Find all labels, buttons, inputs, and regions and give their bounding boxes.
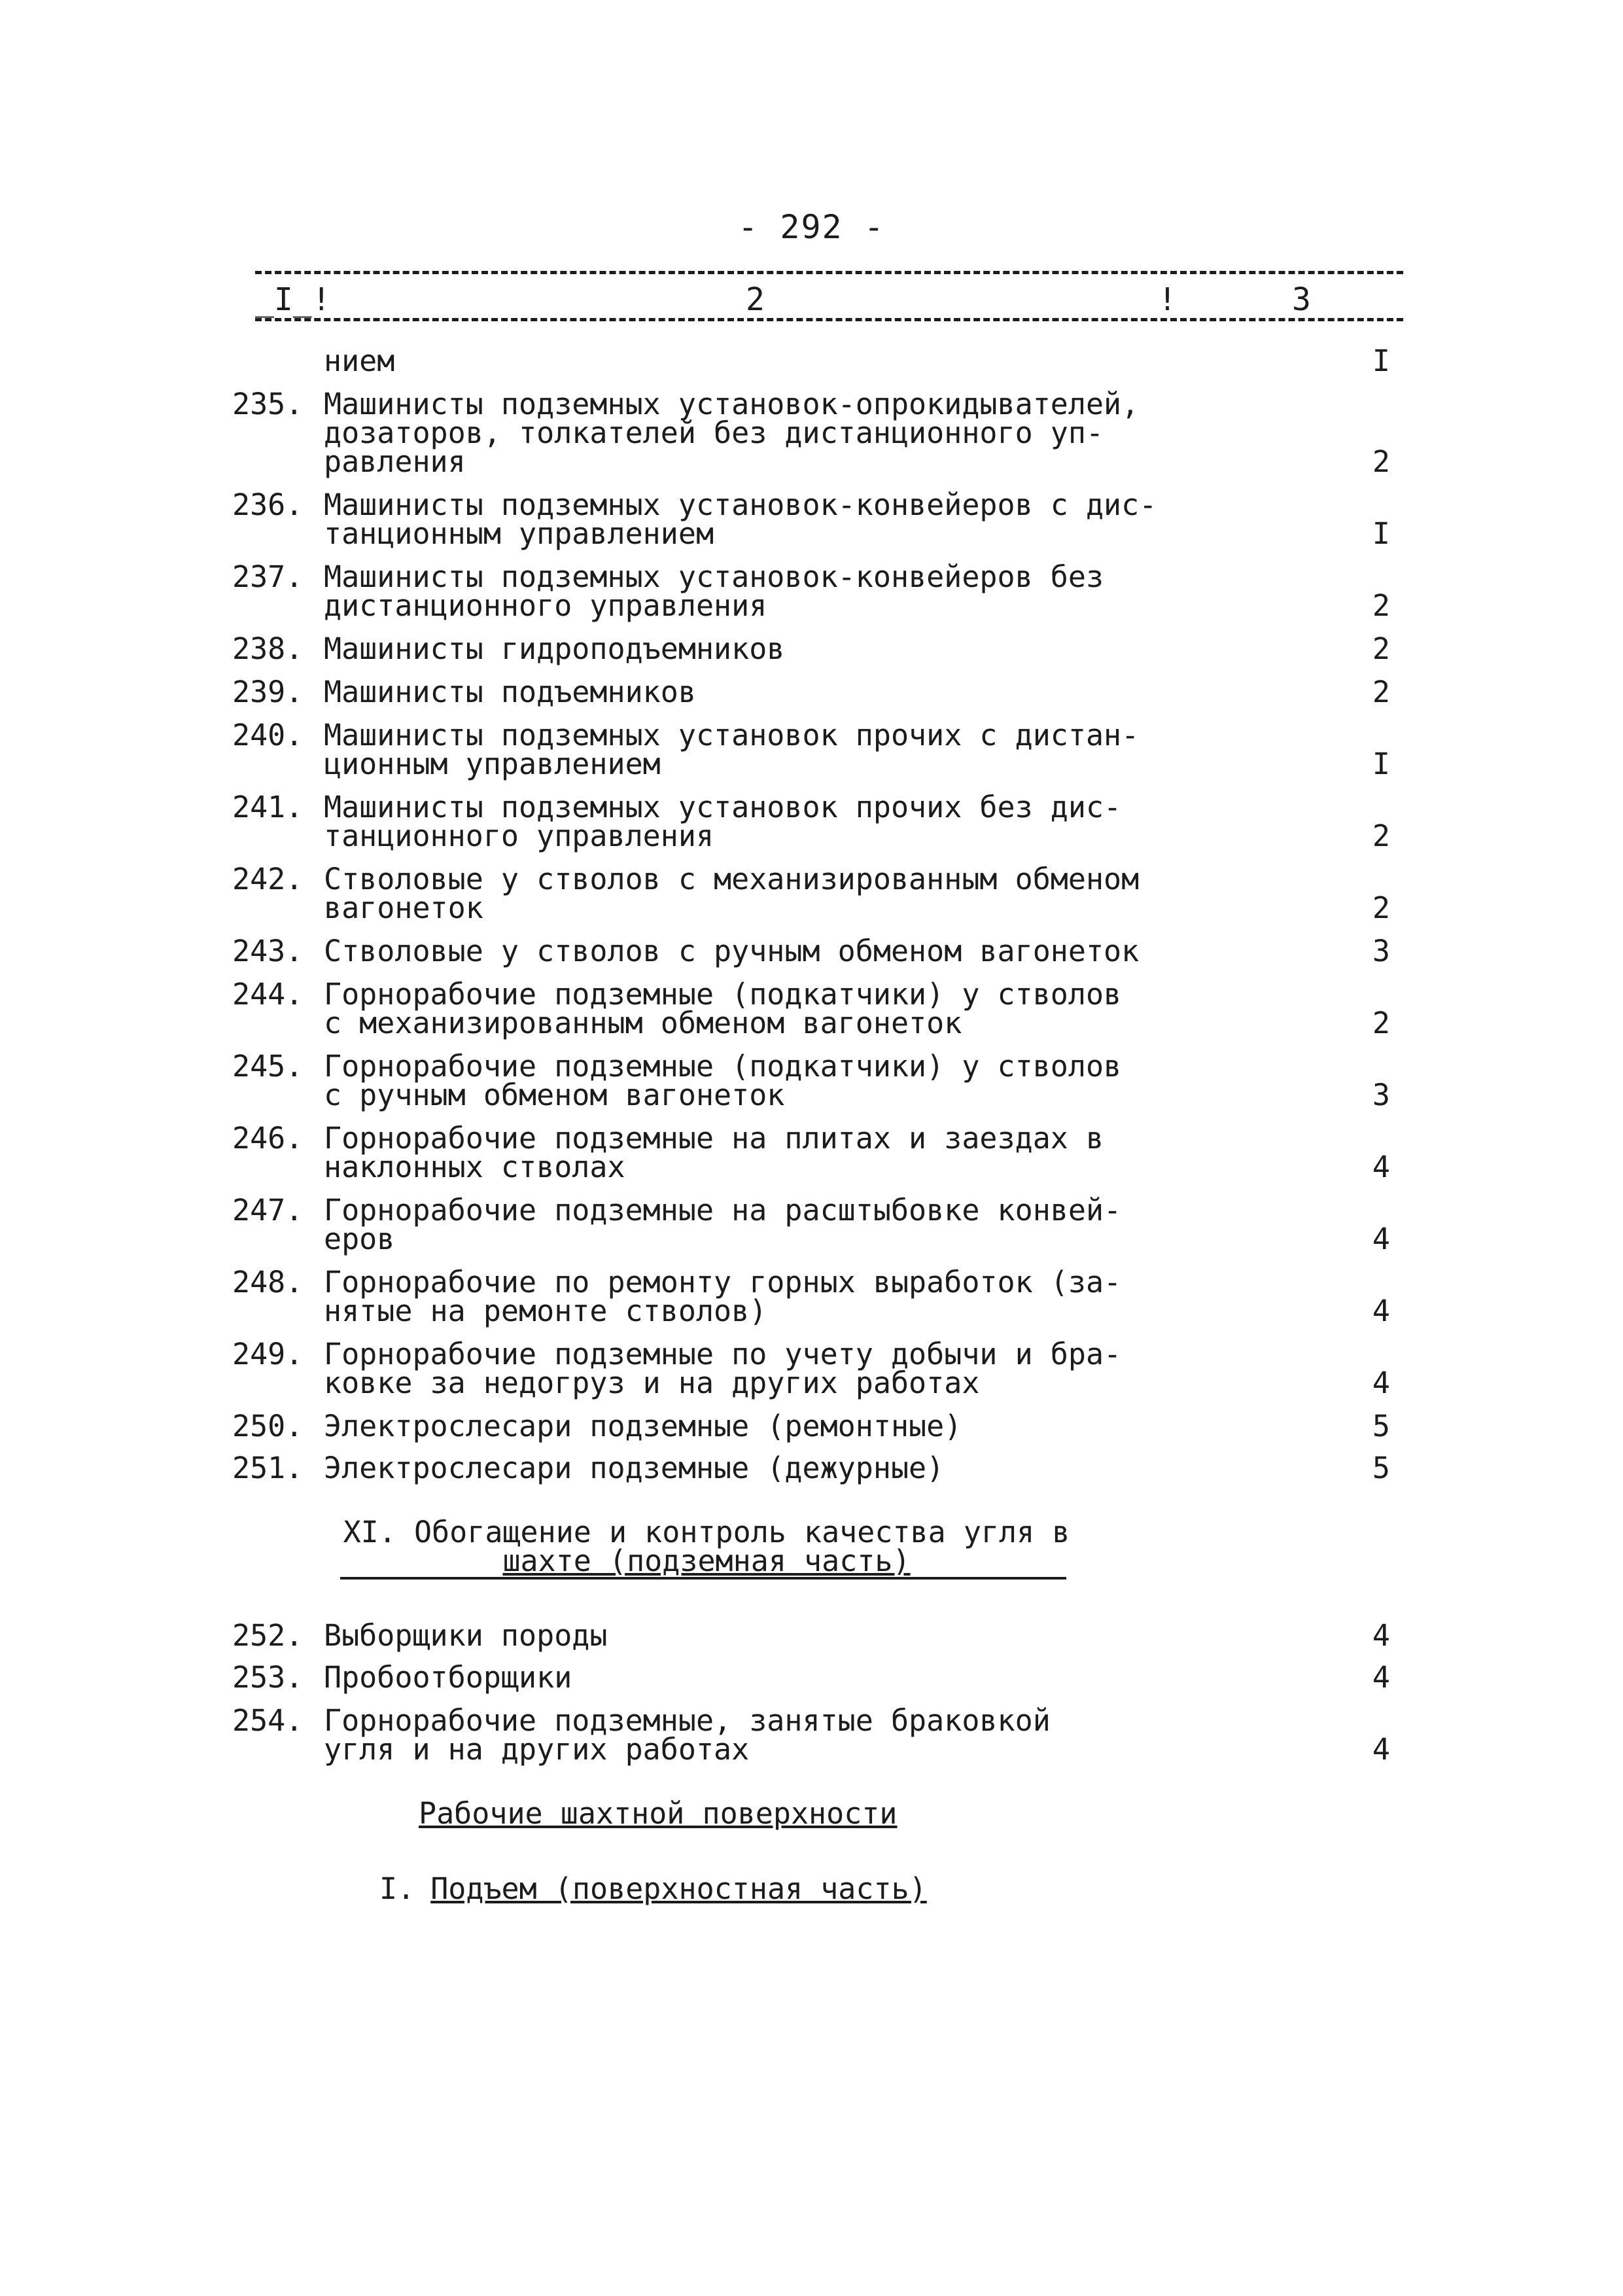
item-value: 4 bbox=[1372, 1222, 1390, 1256]
item-value: 2 bbox=[1372, 891, 1390, 925]
item-text: нием bbox=[324, 344, 395, 378]
item-text: Машинисты подъемников bbox=[324, 675, 696, 709]
item-value: 4 bbox=[1372, 1366, 1390, 1400]
item-text: Горнорабочие подземные на расштыбовке конвей- еров bbox=[324, 1193, 1122, 1256]
item-number: 250. bbox=[232, 1409, 304, 1443]
item-number: 242. bbox=[232, 862, 304, 896]
item-text: Выборщики породы bbox=[324, 1618, 608, 1653]
item-number: 246. bbox=[232, 1121, 304, 1156]
item-value: 4 bbox=[1372, 1618, 1390, 1653]
item-number: 238. bbox=[232, 631, 304, 666]
item-number: 252. bbox=[232, 1618, 304, 1653]
item-text: Горнорабочие подземные, занятые браковкой угля и на других работах bbox=[324, 1703, 1051, 1767]
section-xi-title bbox=[340, 1515, 1073, 1578]
item-text: Горнорабочие подземные по учету добычи и бра- ковке за недогруз и на других работах bbox=[324, 1337, 1122, 1400]
item-value: 2 bbox=[1372, 588, 1390, 623]
item-number: 249. bbox=[232, 1337, 304, 1371]
item-number: 251. bbox=[232, 1451, 304, 1485]
item-value: I bbox=[1372, 747, 1390, 781]
heading-lift bbox=[379, 1871, 927, 1906]
column-separator: ! bbox=[1158, 281, 1177, 318]
item-value: 5 bbox=[1372, 1409, 1390, 1443]
item-text: Стволовые у стволов с механизированным обменом вагонеток bbox=[324, 862, 1140, 925]
item-value: 4 bbox=[1372, 1150, 1390, 1184]
item-text: Электрослесари подземные (дежурные) bbox=[324, 1451, 945, 1485]
item-value: 4 bbox=[1372, 1294, 1390, 1328]
item-value: 2 bbox=[1372, 675, 1390, 709]
item-number: 247. bbox=[232, 1193, 304, 1227]
item-number: 241. bbox=[232, 790, 304, 824]
item-value: 3 bbox=[1372, 934, 1390, 968]
item-text: Машинисты подземных установок прочих с дистан- ционным управлением bbox=[324, 718, 1140, 781]
item-number: 244. bbox=[232, 977, 304, 1012]
item-text: Горнорабочие подземные (подкатчики) у стволов с механизированным обменом вагонеток bbox=[324, 977, 1122, 1040]
item-number: 236. bbox=[232, 487, 304, 522]
item-text: Машинисты подземных установок-конвейеров с дис- танционным управлением bbox=[324, 487, 1157, 551]
column-2-label: 2 bbox=[746, 281, 765, 318]
item-text: Машинисты гидроподъемников bbox=[324, 631, 785, 666]
item-value: 4 bbox=[1372, 1732, 1390, 1767]
header-dash-bottom bbox=[255, 318, 1403, 321]
item-number: 239. bbox=[232, 675, 304, 709]
item-value: 5 bbox=[1372, 1451, 1390, 1485]
item-number: 253. bbox=[232, 1660, 304, 1695]
item-number: 235. bbox=[232, 387, 304, 421]
item-value: I bbox=[1372, 344, 1390, 378]
table-column-header bbox=[255, 281, 1403, 321]
heading-lift-text: Подъем (поверхностная часть) bbox=[430, 1871, 927, 1906]
item-text: Пробоотборщики bbox=[324, 1660, 572, 1695]
item-text: Машинисты подземных установок прочих без дис- танционного управления bbox=[324, 790, 1122, 853]
header-dash-top bbox=[255, 271, 1403, 274]
page-number: - 292 - bbox=[738, 208, 885, 246]
item-number: 243. bbox=[232, 934, 304, 968]
item-value: 2 bbox=[1372, 1006, 1390, 1040]
item-number: 240. bbox=[232, 718, 304, 752]
item-value: I bbox=[1372, 516, 1390, 551]
heading-lift-number: I. bbox=[379, 1871, 415, 1906]
item-text: Горнорабочие подземные (подкатчики) у стволов с ручным обменом вагонеток bbox=[324, 1049, 1122, 1112]
item-number: 248. bbox=[232, 1265, 304, 1299]
column-1-label: _I_! bbox=[255, 281, 331, 318]
item-number: 254. bbox=[232, 1703, 304, 1738]
item-number: 237. bbox=[232, 559, 304, 594]
item-text: Машинисты подземных установок-конвейеров без дистанционного управления bbox=[324, 559, 1104, 623]
section-xi-line2: шахте (подземная часть) bbox=[502, 1544, 911, 1578]
item-text: Машинисты подземных установок-опрокидывателей, дозаторов, толкателей без дистанционного уп- равления bbox=[324, 387, 1140, 479]
section-xi-rule bbox=[340, 1577, 1066, 1580]
item-value: 2 bbox=[1372, 819, 1390, 853]
item-value: 3 bbox=[1372, 1078, 1390, 1112]
item-text: Стволовые у стволов с ручным обменом вагонеток bbox=[324, 934, 1140, 968]
item-value: 2 bbox=[1372, 631, 1390, 666]
item-value: 4 bbox=[1372, 1660, 1390, 1695]
item-text: Электрослесари подземные (ремонтные) bbox=[324, 1409, 962, 1443]
item-value: 2 bbox=[1372, 444, 1390, 479]
heading-surface-workers: Рабочие шахтной поверхности bbox=[419, 1796, 898, 1831]
column-3-label: 3 bbox=[1292, 281, 1311, 318]
item-number: 245. bbox=[232, 1049, 304, 1084]
item-text: Горнорабочие подземные на плитах и заездах в наклонных стволах bbox=[324, 1121, 1104, 1184]
item-text: Горнорабочие по ремонту горных выработок (за- нятые на ремонте стволов) bbox=[324, 1265, 1122, 1328]
section-xi-line1: XI. Обогащение и контроль качества угля в bbox=[343, 1515, 1070, 1549]
